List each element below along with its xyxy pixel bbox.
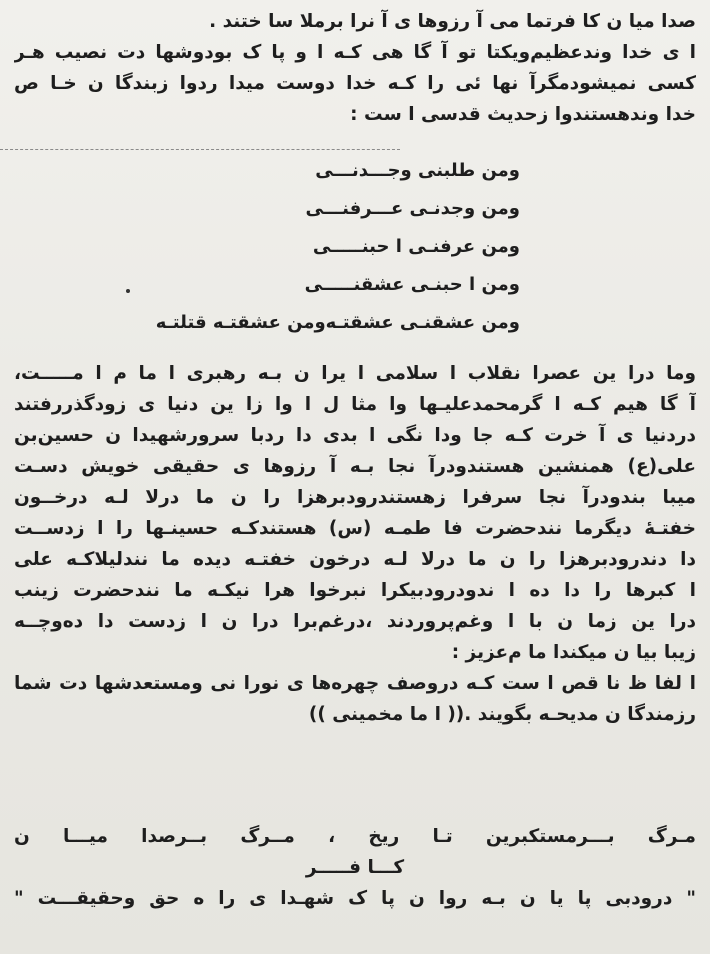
poem-verse: ومن ا حبنـی عشقنـــــی xyxy=(304,274,520,295)
slogan-line: کـــا فـــــر xyxy=(305,857,405,878)
text-line: کسی نمیشودمگرآ نها ئی را کـه خدا دوست میدا ردوا زبندگا ن خـا ص xyxy=(14,73,696,94)
text-line: زیبا بیا ن میکندا ما م‌عزیز : xyxy=(451,642,696,663)
paragraph-closing xyxy=(14,822,696,915)
text-line: درا ین زما ن با ا وغم‌پروردند ،درغم‌برا درا ن ا زدست دا ده‌وچــه xyxy=(14,611,696,632)
text-line: صدا میا ن کا فرتما می آ رزوها ی آ نرا برملا سا ختند . xyxy=(209,11,696,32)
divider-line xyxy=(0,149,400,150)
paragraph-main xyxy=(14,358,696,730)
text-line: ا کبرها را دا ده ا ندودرودبیکرا نبرخوا هرا نیکـه ما نندحضرت زینب xyxy=(14,580,696,601)
text-line: میبا بندودرآ نجا سرفرا زهستندرودبرهزا را ن ما درلا لـه درخــون xyxy=(14,487,696,508)
text-line: رزمندگا ن مدیحـه بگویند .(( ا ما مخمینی )) xyxy=(308,704,696,725)
text-line: خدا وندهستندوا زحدیث قدسی ا ست : xyxy=(350,104,696,125)
closing-quote: " درودبی پا یا ن بـه روا ن پا ک شهـدا ی را ه حق وحقیقـــت " xyxy=(14,888,696,909)
text-line: دردنیا ی آ خرت کـه جا ودا نگی ا بدی دا ردبا سرورشهیدا ن حسین‌بن xyxy=(14,425,696,446)
paragraph-opening xyxy=(14,6,696,130)
ink-dot xyxy=(126,289,130,293)
poem-verse: ومن طلبنی وجـــدنـــی xyxy=(315,160,520,181)
text-line: ا ی خدا وندعظیم‌ویکتا تو آ گا هی کـه ا و پا ک بودوشها دت نصیب هـر xyxy=(14,42,696,63)
poem-verse: ومن وجدنـی عـــرفنـــی xyxy=(305,198,520,219)
poem-verse: ومن عشقنـی عشقتـه‌ومن عشقتـه قتلتـه xyxy=(155,312,520,333)
text-line: آ گا هیم کـه ا گرمحمدعلیـها وا مثا ل ا وا زا ین دنیا ی زودگذررفتند xyxy=(14,394,696,415)
text-line: خفتـهٔ دیگرما نندحضرت فا طمـه (س) هستندکـه حسینـها را ا زدســت xyxy=(14,518,696,539)
text-line: علی(ع) همنشین هستندودرآ نجا بـه آ رزوها ی حقیقی خویش دسـت xyxy=(14,456,696,477)
text-line: ا لفا ظ نا قص ا ست کـه دروصف چهره‌ها ی نورا نی ومستعدشها دت شما xyxy=(14,673,696,694)
poem-verse: ومن عرفنـی ا حبنـــــی xyxy=(312,236,520,257)
text-line: وما درا ین عصرا نقلاب ا سلامی ا یرا ن بـه رهبری ا ما م ا مـــــت، xyxy=(14,363,696,384)
text-line: دا دندرودبرهزا را ن ما درلا لـه درخون خفتـه دیده ما نندلیلاکـه علی xyxy=(14,549,696,570)
slogan-line: مـرگ بـــرمستکبرین تـا ریخ ، مــرگ بــرصدا میـــا ن xyxy=(14,826,696,847)
